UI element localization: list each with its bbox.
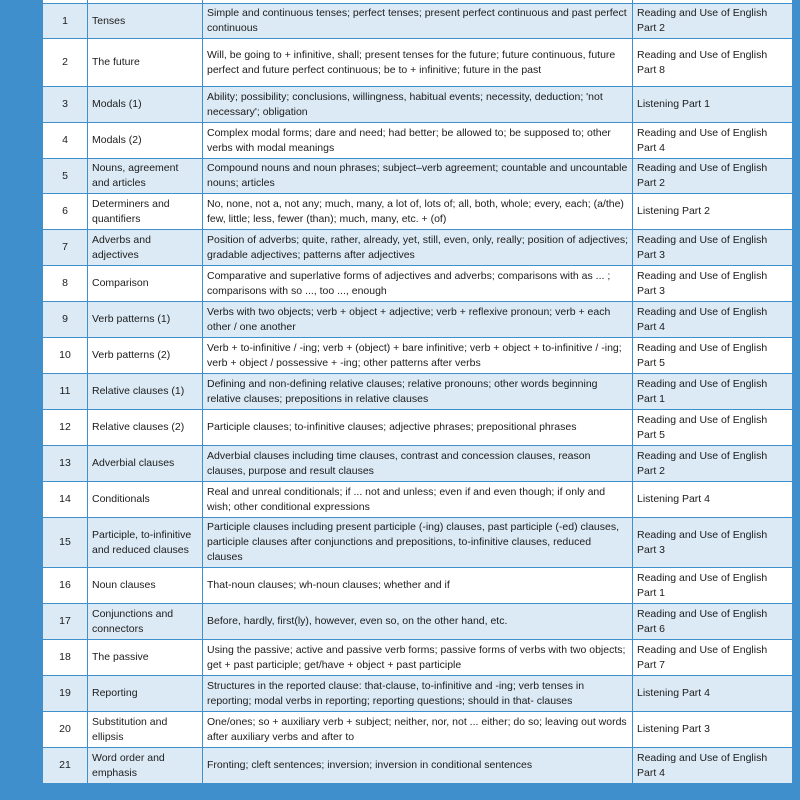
unit-number: 3 — [43, 87, 88, 123]
unit-title: Tenses — [88, 4, 203, 39]
exam-part: Reading and Use of English Part 2 — [633, 4, 793, 39]
table-row — [43, 302, 793, 338]
unit-number: 13 — [43, 446, 88, 482]
unit-content: Participle clauses including present participle (-ing) clauses, past participle (-ed) clauses, participle clauses after conjunctions and prepositions, to-infinitive clauses, reduced clauses — [203, 518, 633, 568]
table-row — [43, 194, 793, 230]
table-row — [43, 159, 793, 194]
unit-title: Reporting — [88, 676, 203, 712]
unit-content: No, none, not a, not any; much, many, a lot of, lots of; all, both, whole; every, each; (a/the) few, little; less, fewer (than); much, many, etc. + (of) — [203, 194, 633, 230]
unit-title: The future — [88, 39, 203, 87]
table-row — [43, 374, 793, 410]
syllabus-table — [42, 0, 793, 784]
unit-content: Comparative and superlative forms of adjectives and adverbs; comparisons with as ... ; comparisons with so ..., too ..., enough — [203, 266, 633, 302]
unit-title: The passive — [88, 640, 203, 676]
table-row — [43, 676, 793, 712]
unit-content: Ability; possibility; conclusions, willingness, habitual events; necessity, deduction; 'not necessary'; obligation — [203, 87, 633, 123]
unit-title: Conjunctions and connectors — [88, 604, 203, 640]
unit-number: 12 — [43, 410, 88, 446]
table-row — [43, 518, 793, 568]
unit-number: 1 — [43, 4, 88, 39]
unit-content: Verb + to-infinitive / -ing; verb + (object) + bare infinitive; verb + object + to-infinitive / -ing; verb + object / possessive + -ing; other patterns after verbs — [203, 338, 633, 374]
unit-number: 6 — [43, 194, 88, 230]
unit-content: Before, hardly, first(ly), however, even so, on the other hand, etc. — [203, 604, 633, 640]
unit-title: Determiners and quantifiers — [88, 194, 203, 230]
unit-number: 19 — [43, 676, 88, 712]
unit-content: That-noun clauses; wh-noun clauses; whether and if — [203, 568, 633, 604]
unit-title: Noun clauses — [88, 568, 203, 604]
exam-part: Reading and Use of English Part 2 — [633, 159, 793, 194]
table-row — [43, 39, 793, 87]
table-row — [43, 482, 793, 518]
unit-number: 16 — [43, 568, 88, 604]
exam-part: Listening Part 3 — [633, 712, 793, 748]
table-row — [43, 604, 793, 640]
exam-part: Reading and Use of English Part 4 — [633, 302, 793, 338]
unit-number: 10 — [43, 338, 88, 374]
exam-part: Reading and Use of English Part 8 — [633, 39, 793, 87]
grammar-syllabus-sheet — [42, 0, 800, 800]
unit-number: 11 — [43, 374, 88, 410]
unit-content: Will, be going to + infinitive, shall; present tenses for the future; future continuous, future perfect and future perfect continuous; be to + infinitive; future in the past — [203, 39, 633, 87]
unit-number: 9 — [43, 302, 88, 338]
table-row — [43, 712, 793, 748]
table-row — [43, 230, 793, 266]
unit-title: Participle, to-infinitive and reduced clauses — [88, 518, 203, 568]
unit-content: Adverbial clauses including time clauses, contrast and concession clauses, reason clauses, purpose and result clauses — [203, 446, 633, 482]
unit-content: Using the passive; active and passive verb forms; passive forms of verbs with two objects; get + past participle; get/have + object + past participle — [203, 640, 633, 676]
unit-number: 18 — [43, 640, 88, 676]
table-row — [43, 640, 793, 676]
unit-content: Verbs with two objects; verb + object + adjective; verb + reflexive pronoun; verb + each other / one another — [203, 302, 633, 338]
unit-title: Nouns, agreement and articles — [88, 159, 203, 194]
unit-content: Real and unreal conditionals; if ... not and unless; even if and even though; if only and wish; other conditional expressions — [203, 482, 633, 518]
unit-number: 15 — [43, 518, 88, 568]
unit-content: Structures in the reported clause: that-clause, to-infinitive and -ing; verb tenses in reporting; modal verbs in reporting; reporting questions; should in that- clauses — [203, 676, 633, 712]
unit-content: Simple and continuous tenses; perfect tenses; present perfect continuous and past perfect continuous — [203, 4, 633, 39]
unit-title: Adverbial clauses — [88, 446, 203, 482]
unit-title: Conditionals — [88, 482, 203, 518]
unit-content: Complex modal forms; dare and need; had better; be allowed to; be supposed to; other verbs with modal meanings — [203, 123, 633, 159]
unit-number: 21 — [43, 748, 88, 784]
unit-number: 7 — [43, 230, 88, 266]
unit-content: Participle clauses; to-infinitive clauses; adjective phrases; prepositional phrases — [203, 410, 633, 446]
unit-number: 2 — [43, 39, 88, 87]
unit-title: Comparison — [88, 266, 203, 302]
unit-title: Verb patterns (2) — [88, 338, 203, 374]
table-row — [43, 338, 793, 374]
unit-content: Defining and non-defining relative clauses; relative pronouns; other words beginning relative clauses; prepositions in relative clauses — [203, 374, 633, 410]
unit-title: Adverbs and adjectives — [88, 230, 203, 266]
unit-content: One/ones; so + auxiliary verb + subject; neither, nor, not ... either; do so; leaving out words after auxiliary verbs and after to — [203, 712, 633, 748]
unit-title: Word order and emphasis — [88, 748, 203, 784]
exam-part: Reading and Use of English Part 5 — [633, 338, 793, 374]
table-row — [43, 568, 793, 604]
table-row — [43, 123, 793, 159]
table-row — [43, 266, 793, 302]
exam-part: Reading and Use of English Part 4 — [633, 748, 793, 784]
unit-number: 4 — [43, 123, 88, 159]
exam-part: Reading and Use of English Part 1 — [633, 568, 793, 604]
exam-part: Reading and Use of English Part 2 — [633, 446, 793, 482]
unit-title: Modals (1) — [88, 87, 203, 123]
exam-part: Reading and Use of English Part 3 — [633, 266, 793, 302]
unit-title: Modals (2) — [88, 123, 203, 159]
exam-part: Reading and Use of English Part 5 — [633, 410, 793, 446]
unit-title: Relative clauses (1) — [88, 374, 203, 410]
unit-number: 17 — [43, 604, 88, 640]
exam-part: Reading and Use of English Part 7 — [633, 640, 793, 676]
unit-title: Relative clauses (2) — [88, 410, 203, 446]
unit-number: 20 — [43, 712, 88, 748]
unit-number: 5 — [43, 159, 88, 194]
unit-content: Compound nouns and noun phrases; subject–verb agreement; countable and uncountable nouns; articles — [203, 159, 633, 194]
exam-part: Listening Part 2 — [633, 194, 793, 230]
exam-part: Reading and Use of English Part 3 — [633, 230, 793, 266]
exam-part: Reading and Use of English Part 4 — [633, 123, 793, 159]
unit-title: Verb patterns (1) — [88, 302, 203, 338]
table-row — [43, 87, 793, 123]
exam-part: Reading and Use of English Part 1 — [633, 374, 793, 410]
unit-number: 14 — [43, 482, 88, 518]
unit-content: Fronting; cleft sentences; inversion; inversion in conditional sentences — [203, 748, 633, 784]
exam-part: Listening Part 4 — [633, 482, 793, 518]
exam-part: Reading and Use of English Part 6 — [633, 604, 793, 640]
table-row — [43, 410, 793, 446]
table-row — [43, 748, 793, 784]
exam-part: Listening Part 4 — [633, 676, 793, 712]
table-row — [43, 4, 793, 39]
unit-title: Substitution and ellipsis — [88, 712, 203, 748]
unit-content: Position of adverbs; quite, rather, already, yet, still, even, only, really; position of adjectives; gradable adjectives; patterns after adjectives — [203, 230, 633, 266]
exam-part: Reading and Use of English Part 3 — [633, 518, 793, 568]
exam-part: Listening Part 1 — [633, 87, 793, 123]
table-row — [43, 446, 793, 482]
unit-number: 8 — [43, 266, 88, 302]
